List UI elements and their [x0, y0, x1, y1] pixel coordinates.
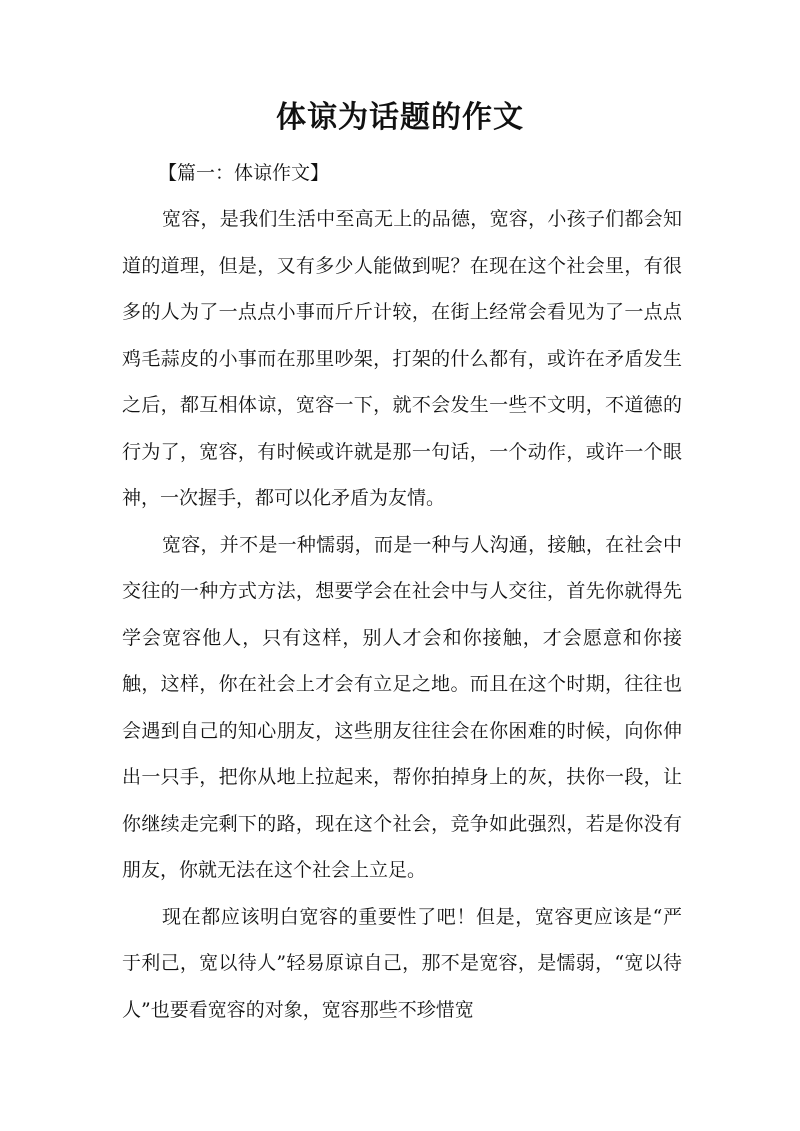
section-heading: 【篇一：体谅作文】 — [158, 162, 330, 184]
document-body — [122, 150, 682, 1033]
paragraph-3: 现在都应该明白宽容的重要性了吧！但是，宽容更应该是“严于利己，宽以待人”轻易原谅自己，那不是宽容，是懦弱，“宽以待人”也要看宽容的对象，宽容那些不珍惜宽 — [122, 905, 682, 1021]
paragraph-2: 宽容，并不是一种懦弱，而是一种与人沟通，接触，在社会中交往的一种方式方法，想要学会在社会中与人交往，首先你就得先学会宽容他人，只有这样，别人才会和你接触，才会愿意和你接触，这样，你在社会上才会有立足之地。而且在这个时期，往往也会遇到自己的知心朋友，这些朋友往往会在你困难的时候，向你伸出一只手，把你从地上拉起来，帮你拍掉身上的灰，扶你一段，让你继续走完剩下的路，现在这个社会，竞争如此强烈，若是你没有朋友，你就无法在这个社会上立足。 — [122, 533, 682, 881]
paragraph-1: 宽容，是我们生活中至高无上的品德，宽容，小孩子们都会知道的道理，但是，又有多少人能做到呢？在现在这个社会里，有很多的人为了一点点小事而斤斤计较，在街上经常会看见为了一点点鸡毛蒜皮的小事而在那里吵架，打架的什么都有，或许在矛盾发生之后，都互相体谅，宽容一下，就不会发生一些不文明，不道德的行为了，宽容，有时候或许就是那一句话，一个动作，或许一个眼神，一次握手，都可以化矛盾为友情。 — [122, 208, 682, 509]
document-title: 体谅为话题的作文 — [276, 100, 524, 135]
